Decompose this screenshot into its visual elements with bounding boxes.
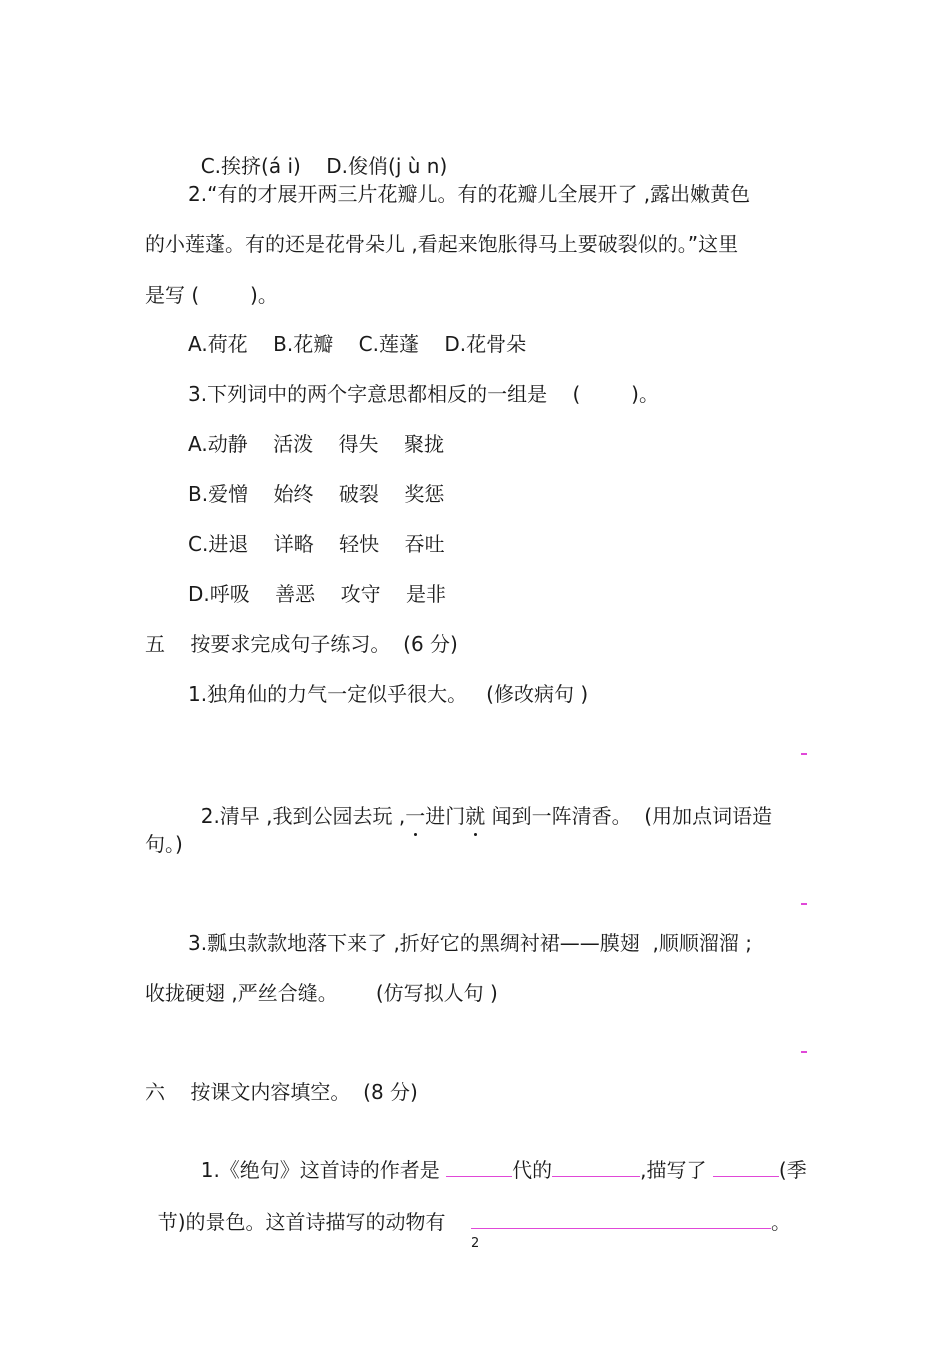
blank-animals[interactable]	[471, 1210, 771, 1229]
q3-option-b: B.爱憎 始终 破裂 奖惩	[188, 482, 445, 506]
q4-options-cd	[188, 124, 447, 180]
fill-text-end: 。	[770, 1210, 791, 1234]
answer-line-marker	[801, 903, 807, 905]
section-5-item-1: 1.独角仙的力气一定似乎很大。 (修改病句 )	[188, 682, 589, 706]
q4-option-c-prefix: C.	[200, 154, 222, 178]
emphasis-dot-char-2: 就	[465, 804, 486, 828]
section-6-heading: 六 按课文内容填空。 (8 分)	[145, 1080, 418, 1104]
fill-text-b: 代的	[512, 1158, 553, 1182]
q3-option-a: A.动静 活泼 得失 聚拢	[188, 432, 444, 456]
q3-option-c: C.进退 详略 轻快 吞吐	[188, 532, 445, 556]
fill-text-line2: 节)的景色。这首诗描写的动物有	[157, 1210, 471, 1234]
q3-stem: 3.下列词中的两个字意思都相反的一组是 ( )。	[188, 382, 659, 406]
answer-line-marker	[801, 1051, 807, 1053]
item-2-text-b: 进门	[425, 804, 466, 828]
q4-option-c-word: 挨挤	[221, 154, 262, 178]
fill-text-a: 1.《绝句》这首诗的作者是	[200, 1158, 447, 1182]
section-5-item-2-line-2: 句。)	[145, 832, 183, 856]
q4-option-d-pinyin: (j ù n)	[388, 154, 448, 178]
q2-line-3: 是写 ( )。	[145, 283, 278, 307]
q4-option-d-prefix: D.	[326, 154, 349, 178]
q2-line-2: 的小莲蓬。有的还是花骨朵儿 ,看起来饱胀得马上要破裂似的。”这里	[145, 232, 739, 256]
answer-line-marker	[801, 753, 807, 755]
page-number: 2	[471, 1236, 480, 1251]
item-2-text-a: 2.清早 ,我到公园去玩 ,	[200, 804, 406, 828]
section-6-item-1-line-2	[145, 1180, 791, 1236]
section-6-item-1-line-1	[188, 1128, 807, 1184]
section-5-item-3-line-1: 3.瓢虫款款地落下来了 ,折好它的黑绸衬裙——膜翅 ,顺顺溜溜 ;	[188, 931, 752, 955]
q3-option-d: D.呼吸 善恶 攻守 是非	[188, 582, 447, 606]
q4-option-c-pinyin: (á i)	[261, 154, 301, 178]
fill-text-c: ,描写了	[640, 1158, 713, 1182]
blank-author-name[interactable]	[552, 1158, 640, 1177]
section-5-item-3-line-2: 收拢硬翅 ,严丝合缝。 (仿写拟人句 )	[145, 981, 498, 1005]
q2-options: A.荷花 B.花瓣 C.莲蓬 D.花骨朵	[188, 332, 527, 356]
blank-season[interactable]	[713, 1158, 779, 1177]
section-5-item-2-line-1	[188, 774, 772, 830]
fill-text-d: (季	[778, 1158, 807, 1182]
item-2-text-c: 闻到一阵清香。 (用加点词语造	[485, 804, 773, 828]
section-5-heading: 五 按要求完成句子练习。 (6 分)	[145, 632, 458, 656]
blank-author-dynasty[interactable]	[446, 1158, 512, 1177]
q2-line-1: 2.“有的才展开两三片花瓣儿。有的花瓣儿全展开了 ,露出嫩黄色	[188, 182, 751, 206]
q4-option-d-word: 俊俏	[348, 154, 389, 178]
emphasis-dot-char-1: 一	[405, 804, 426, 828]
